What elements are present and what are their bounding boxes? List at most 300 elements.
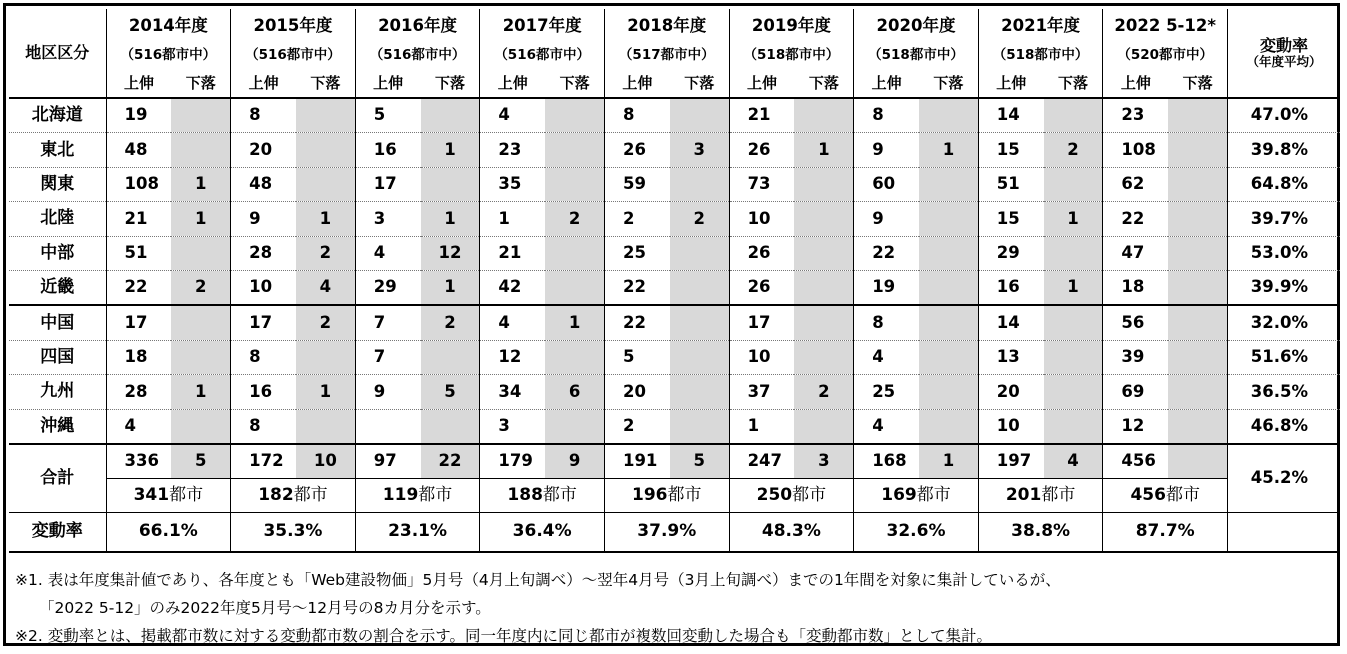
rise-count: 8	[231, 98, 296, 133]
table-row	[9, 167, 1340, 201]
rise-count: 42	[480, 270, 545, 305]
fall-count	[919, 409, 978, 444]
fall-header: 下落	[296, 69, 355, 98]
total-cities-suffix: 都市	[1165, 484, 1200, 505]
fall-count	[670, 375, 729, 409]
rise-count: 25	[854, 375, 919, 409]
year-label: 2022 5-12*	[1103, 9, 1228, 43]
ratio-row	[9, 512, 1340, 552]
fall-count	[545, 409, 604, 444]
total-cities	[480, 478, 605, 512]
note-1-continued: 「2022 5-12」のみ2022年度5月号～12月号の8カ月分を示す。	[39, 599, 491, 617]
fall-count: 1	[296, 202, 355, 236]
rise-count: 17	[106, 305, 171, 340]
year-label: 2015年度	[231, 9, 356, 43]
fall-count: 6	[545, 375, 604, 409]
rise-count: 8	[854, 305, 919, 340]
ratio-empty-cell	[1228, 512, 1340, 552]
ratio-label: 変動率	[9, 512, 106, 552]
rise-count: 17	[729, 305, 794, 340]
total-cities-count: 250	[756, 484, 793, 505]
rise-count: 14	[978, 98, 1043, 133]
year-label: 2021年度	[978, 9, 1103, 43]
fall-count: 2	[296, 305, 355, 340]
rise-count: 4	[480, 305, 545, 340]
rise-count: 108	[1103, 133, 1168, 167]
footnotes	[15, 566, 1061, 650]
rise-count: 12	[1103, 409, 1168, 444]
rise-count: 28	[106, 375, 171, 409]
rise-count: 9	[854, 133, 919, 167]
rise-count: 22	[604, 270, 669, 305]
rise-count: 29	[978, 236, 1043, 270]
region-rate: 39.8%	[1228, 133, 1340, 167]
rise-count: 22	[604, 305, 669, 340]
total-cities	[1103, 478, 1228, 512]
year-city-count: （518都市中）	[854, 43, 979, 69]
fall-count	[794, 340, 853, 374]
total-rise: 247	[729, 444, 794, 479]
fall-count	[171, 133, 230, 167]
fall-count	[1044, 409, 1103, 444]
rise-count: 3	[480, 409, 545, 444]
total-cities-count: 196	[632, 484, 668, 505]
fall-count	[919, 305, 978, 340]
table-row	[9, 375, 1340, 409]
header-row-years	[9, 9, 1340, 43]
rise-count: 34	[480, 375, 545, 409]
ratio-value: 32.6%	[854, 512, 979, 552]
fall-count: 12	[421, 236, 480, 270]
year-city-count: （520都市中）	[1103, 43, 1228, 69]
fall-count	[670, 409, 729, 444]
table-row	[9, 409, 1340, 444]
rise-count: 2	[604, 202, 669, 236]
fall-count: 2	[296, 236, 355, 270]
rise-count: 62	[1103, 167, 1168, 201]
total-cities-suffix: 都市	[916, 484, 951, 505]
rise-count: 18	[106, 340, 171, 374]
rise-count: 23	[1103, 98, 1168, 133]
year-city-count: （516都市中）	[120, 47, 217, 64]
fall-header: 下落	[670, 69, 729, 98]
rate-header-note: （年度平均）	[1246, 54, 1322, 69]
price-change-table	[9, 9, 1340, 553]
fall-count	[545, 98, 604, 133]
rise-count: 47	[1103, 236, 1168, 270]
fall-count	[545, 270, 604, 305]
fall-count	[421, 98, 480, 133]
rate-header	[1228, 9, 1340, 98]
ratio-value: 36.4%	[480, 512, 605, 552]
rise-count: 13	[978, 340, 1043, 374]
region-name: 沖縄	[9, 409, 106, 444]
table-row	[9, 340, 1340, 374]
fall-header: 下落	[171, 69, 230, 98]
fall-count	[1168, 409, 1227, 444]
fall-count: 1	[1044, 270, 1103, 305]
total-cities-suffix: 都市	[792, 484, 827, 505]
fall-count	[670, 98, 729, 133]
fall-count: 2	[1044, 133, 1103, 167]
year-city-count: （517都市中）	[604, 43, 729, 69]
fall-count	[670, 340, 729, 374]
rise-count: 16	[355, 133, 420, 167]
rise-count: 15	[978, 202, 1043, 236]
total-fall: 5	[670, 444, 729, 479]
total-label: 合計	[9, 444, 106, 513]
total-rate: 45.2%	[1228, 444, 1340, 513]
rise-count: 10	[978, 409, 1043, 444]
fall-count	[171, 236, 230, 270]
region-name: 北海道	[9, 98, 106, 133]
rise-count: 4	[854, 409, 919, 444]
total-fall: 5	[171, 444, 230, 479]
total-fall	[1168, 444, 1227, 479]
total-cities	[604, 478, 729, 512]
fall-count	[421, 167, 480, 201]
total-cities-count: 456	[1130, 484, 1166, 505]
year-label: 2020年度	[854, 9, 979, 43]
rise-count: 4	[106, 409, 171, 444]
fall-count	[1044, 305, 1103, 340]
total-cities-suffix: 都市	[293, 484, 328, 505]
fall-count	[1168, 167, 1227, 201]
rise-count: 12	[480, 340, 545, 374]
region-rate: 64.8%	[1228, 167, 1340, 201]
rise-count: 20	[604, 375, 669, 409]
fall-count	[1044, 375, 1103, 409]
fall-count	[296, 98, 355, 133]
fall-count	[670, 270, 729, 305]
year-label: 2014年度	[128, 15, 208, 35]
fall-count	[919, 202, 978, 236]
fall-count	[919, 236, 978, 270]
fall-count: 4	[296, 270, 355, 305]
fall-count: 1	[421, 133, 480, 167]
total-cities-row	[9, 478, 1340, 512]
fall-count	[794, 202, 853, 236]
fall-header: 下落	[1044, 69, 1103, 98]
total-rise: 456	[1103, 444, 1168, 479]
region-rate: 51.6%	[1228, 340, 1340, 374]
ratio-value: 66.1%	[106, 512, 231, 552]
total-cities-count: 182	[258, 484, 294, 505]
rise-count: 23	[480, 133, 545, 167]
region-rate: 36.5%	[1228, 375, 1340, 409]
fall-count	[545, 236, 604, 270]
rise-count: 7	[355, 305, 420, 340]
fall-count: 2	[794, 375, 853, 409]
rise-count: 22	[106, 270, 171, 305]
total-cities	[106, 478, 231, 512]
total-cities-suffix: 都市	[1041, 484, 1076, 505]
fall-count: 2	[171, 270, 230, 305]
rise-count: 9	[854, 202, 919, 236]
total-cities-suffix: 都市	[542, 484, 577, 505]
total-cities	[231, 478, 356, 512]
region-rate: 46.8%	[1228, 409, 1340, 444]
rise-count: 26	[729, 133, 794, 167]
rise-count: 9	[231, 202, 296, 236]
rise-count: 51	[106, 236, 171, 270]
total-rise: 191	[604, 444, 669, 479]
rise-count: 19	[854, 270, 919, 305]
ratio-value: 35.3%	[231, 512, 356, 552]
fall-count: 1	[421, 202, 480, 236]
fall-count: 1	[296, 375, 355, 409]
rise-count: 21	[729, 98, 794, 133]
rise-header: 上伸	[480, 69, 545, 98]
fall-count	[1168, 98, 1227, 133]
rise-count: 20	[231, 133, 296, 167]
fall-count	[296, 133, 355, 167]
fall-count	[1044, 167, 1103, 201]
rise-header: 上伸	[978, 69, 1043, 98]
fall-count	[296, 340, 355, 374]
rise-count: 5	[355, 98, 420, 133]
note-2: ※2. 変動率とは、掲載都市数に対する変動都市数の割合を示す。同一年度内に同じ都市が複数回変動した場合も「変動都市数」として集計。	[15, 627, 992, 645]
rise-count: 69	[1103, 375, 1168, 409]
rise-count: 51	[978, 167, 1043, 201]
rise-count: 56	[1103, 305, 1168, 340]
rise-count: 3	[355, 202, 420, 236]
rise-count: 26	[729, 236, 794, 270]
fall-count	[670, 236, 729, 270]
rise-count: 16	[978, 270, 1043, 305]
year-city-count: （518都市中）	[978, 43, 1103, 69]
total-row	[9, 444, 1340, 479]
header-row-counts	[9, 43, 1340, 69]
fall-count: 1	[545, 305, 604, 340]
year-city-count: （516都市中）	[480, 43, 605, 69]
rise-count: 8	[604, 98, 669, 133]
ratio-value: 48.3%	[729, 512, 854, 552]
region-name: 九州	[9, 375, 106, 409]
rise-count: 5	[604, 340, 669, 374]
rise-count: 14	[978, 305, 1043, 340]
fall-count: 2	[670, 202, 729, 236]
rise-count: 60	[854, 167, 919, 201]
fall-count	[1044, 98, 1103, 133]
fall-count	[545, 167, 604, 201]
region-name: 東北	[9, 133, 106, 167]
fall-count	[794, 270, 853, 305]
ratio-value: 87.7%	[1103, 512, 1228, 552]
rise-count: 25	[604, 236, 669, 270]
fall-count	[794, 409, 853, 444]
fall-count	[545, 133, 604, 167]
rise-count: 4	[355, 236, 420, 270]
rise-count: 37	[729, 375, 794, 409]
region-name: 関東	[9, 167, 106, 201]
rise-header: 上伸	[1103, 69, 1168, 98]
fall-count	[421, 340, 480, 374]
rise-header: 上伸	[854, 69, 919, 98]
rise-header: 上伸	[355, 69, 420, 98]
fall-count: 2	[545, 202, 604, 236]
fall-count	[1044, 340, 1103, 374]
fall-count: 1	[171, 167, 230, 201]
rise-count: 9	[355, 375, 420, 409]
rise-header: 上伸	[106, 69, 171, 98]
region-name: 北陸	[9, 202, 106, 236]
rise-count: 39	[1103, 340, 1168, 374]
rise-count: 2	[604, 409, 669, 444]
rise-header: 上伸	[604, 69, 669, 98]
total-cities-suffix: 都市	[169, 484, 204, 505]
rise-count: 26	[729, 270, 794, 305]
fall-count	[1168, 340, 1227, 374]
header-row-sub	[9, 69, 1340, 98]
total-rise: 97	[355, 444, 420, 479]
fall-count	[171, 340, 230, 374]
rise-count: 10	[729, 202, 794, 236]
total-fall: 4	[1044, 444, 1103, 479]
total-rise: 179	[480, 444, 545, 479]
fall-count	[171, 409, 230, 444]
rise-count: 16	[231, 375, 296, 409]
year-label: 2016年度	[355, 9, 480, 43]
rise-count: 29	[355, 270, 420, 305]
rise-count: 8	[854, 98, 919, 133]
region-name: 中国	[9, 305, 106, 340]
table-row	[9, 270, 1340, 305]
region-name: 中部	[9, 236, 106, 270]
total-cities	[978, 478, 1103, 512]
fall-count	[794, 236, 853, 270]
region-name: 近畿	[9, 270, 106, 305]
fall-count	[919, 340, 978, 374]
total-cities-count: 119	[382, 484, 419, 505]
year-label: 2017年度	[480, 9, 605, 43]
fall-count	[171, 305, 230, 340]
total-cities-suffix: 都市	[667, 484, 702, 505]
fall-count	[1168, 375, 1227, 409]
region-header: 地区区分	[9, 9, 106, 98]
fall-count	[1168, 236, 1227, 270]
rise-count: 8	[231, 409, 296, 444]
rise-count: 108	[106, 167, 171, 201]
ratio-value: 23.1%	[355, 512, 480, 552]
table-row	[9, 98, 1340, 133]
fall-count	[296, 409, 355, 444]
rise-header: 上伸	[729, 69, 794, 98]
region-rate: 39.7%	[1228, 202, 1340, 236]
year-city-count: （518都市中）	[729, 43, 854, 69]
fall-header: 下落	[1168, 69, 1227, 98]
total-cities-count: 188	[507, 484, 543, 505]
total-rise: 336	[124, 451, 159, 471]
fall-count: 1	[171, 375, 230, 409]
fall-header: 下落	[794, 69, 853, 98]
rise-count: 22	[1103, 202, 1168, 236]
year-label: 2019年度	[729, 9, 854, 43]
total-cities	[355, 478, 480, 512]
table-row	[9, 305, 1340, 340]
total-cities	[854, 478, 979, 512]
rise-count: 21	[480, 236, 545, 270]
fall-count: 1	[794, 133, 853, 167]
rise-header: 上伸	[231, 69, 296, 98]
total-rise: 172	[231, 444, 296, 479]
rise-count: 18	[1103, 270, 1168, 305]
fall-count: 5	[421, 375, 480, 409]
rise-count: 48	[231, 167, 296, 201]
total-cities-count: 201	[1005, 484, 1042, 505]
rate-header-title: 変動率	[1260, 35, 1309, 55]
total-rise: 168	[854, 444, 919, 479]
year-label: 2018年度	[604, 9, 729, 43]
fall-count: 3	[670, 133, 729, 167]
ratio-value: 37.9%	[604, 512, 729, 552]
note-1: ※1. 表は年度集計値であり、各年度とも「Web建設物価」5月号（4月上旬調べ）～翌年4月号（3月上旬調べ）までの1年間を対象に集計しているが、	[15, 571, 1061, 589]
table-row	[9, 133, 1340, 167]
rise-count: 4	[480, 98, 545, 133]
total-rise: 197	[978, 444, 1043, 479]
fall-header: 下落	[421, 69, 480, 98]
fall-count	[670, 305, 729, 340]
rise-count: 7	[355, 340, 420, 374]
fall-count	[919, 375, 978, 409]
year-city-count: （516都市中）	[231, 43, 356, 69]
rise-count: 10	[231, 270, 296, 305]
fall-count: 1	[1044, 202, 1103, 236]
rise-count: 22	[854, 236, 919, 270]
total-fall: 1	[919, 444, 978, 479]
rise-count: 48	[106, 133, 171, 167]
fall-count	[919, 270, 978, 305]
rise-count: 1	[729, 409, 794, 444]
ratio-value: 38.8%	[978, 512, 1103, 552]
rise-count: 20	[978, 375, 1043, 409]
region-rate: 53.0%	[1228, 236, 1340, 270]
fall-header: 下落	[545, 69, 604, 98]
total-fall: 3	[794, 444, 853, 479]
total-cities	[729, 478, 854, 512]
rise-count: 21	[106, 202, 171, 236]
rise-count: 26	[604, 133, 669, 167]
fall-count	[919, 98, 978, 133]
region-rate: 39.9%	[1228, 270, 1340, 305]
fall-count	[1168, 202, 1227, 236]
rise-count: 19	[106, 98, 171, 133]
rise-count	[355, 409, 420, 444]
rise-count: 59	[604, 167, 669, 201]
fall-count	[1168, 133, 1227, 167]
region-rate: 32.0%	[1228, 305, 1340, 340]
fall-count	[670, 167, 729, 201]
rise-count: 35	[480, 167, 545, 201]
total-cities-suffix: 都市	[418, 484, 453, 505]
fall-count	[794, 305, 853, 340]
fall-count	[296, 167, 355, 201]
fall-count: 2	[421, 305, 480, 340]
fall-count: 1	[421, 270, 480, 305]
rise-count: 73	[729, 167, 794, 201]
total-fall: 22	[421, 444, 480, 479]
total-fall: 9	[545, 444, 604, 479]
rise-count: 28	[231, 236, 296, 270]
rise-count: 10	[729, 340, 794, 374]
total-fall: 10	[296, 444, 355, 479]
region-rate: 47.0%	[1228, 98, 1340, 133]
total-cities-count: 341	[133, 484, 170, 505]
fall-count	[794, 167, 853, 201]
rise-count: 17	[355, 167, 420, 201]
table-frame	[3, 3, 1340, 646]
fall-header: 下落	[919, 69, 978, 98]
